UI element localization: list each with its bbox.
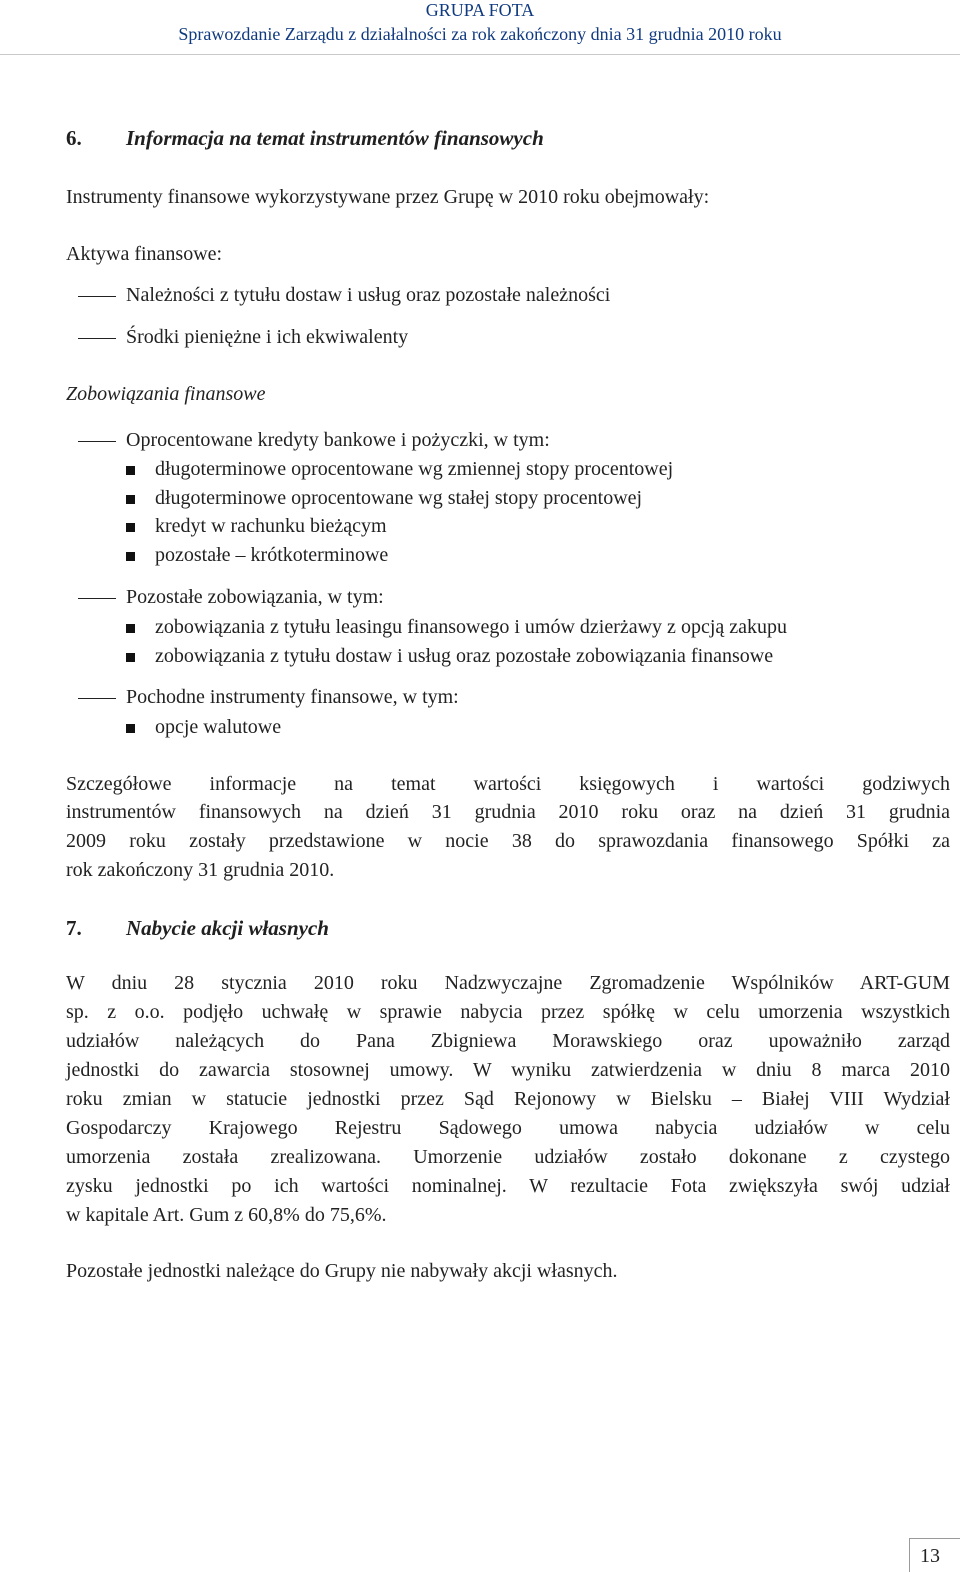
liability-subitem: opcje walutowe bbox=[155, 716, 282, 738]
square-bullet bbox=[126, 653, 135, 662]
liability-group-label: Pozostałe zobowiązania, w tym: bbox=[126, 586, 384, 608]
liability-group-label: Oprocentowane kredyty bankowe i pożyczki, w tym: bbox=[126, 429, 550, 451]
square-bullet bbox=[126, 624, 135, 633]
paragraph-line: 2009 roku zostały przedstawione w nocie 38 do sprawozdania finansowego Spółki za bbox=[66, 830, 950, 852]
asset-item: Należności z tytułu dostaw i usług oraz pozostałe należności bbox=[126, 284, 611, 306]
dash-bullet bbox=[78, 338, 116, 339]
assets-label: Aktywa finansowe: bbox=[66, 243, 223, 265]
section-7-title: Nabycie akcji własnych bbox=[126, 916, 329, 940]
paragraph-line: Gospodarczy Krajowego Rejestru Sądowego umowa nabycia udziałów w celu bbox=[66, 1117, 950, 1139]
paragraph-line: jednostki do zawarcia stosownej umowy. W wyniku zatwierdzenia w dniu 8 marca 2010 bbox=[66, 1059, 950, 1081]
paragraph-line: umorzenia została zrealizowana. Umorzenie udziałów zostało dokonane z czystego bbox=[66, 1146, 950, 1168]
liabilities-label: Zobowiązania finansowe bbox=[66, 383, 266, 405]
paragraph-line: sp. z o.o. podjęło uchwałę w sprawie nabycia przez spółkę w celu umorzenia wszystkich bbox=[66, 1001, 950, 1023]
section-7-closing: Pozostałe jednostki należące do Grupy nie nabywały akcji własnych. bbox=[66, 1260, 618, 1282]
paragraph-line: roku zmian w statucie jednostki przez Sąd Rejonowy w Bielsku – Białej VIII Wydział bbox=[66, 1088, 950, 1110]
page-number: 13 bbox=[920, 1545, 940, 1567]
square-bullet bbox=[126, 523, 135, 532]
paragraph-line: instrumentów finansowych na dzień 31 grudnia 2010 roku oraz na dzień 31 grudnia bbox=[66, 801, 950, 823]
square-bullet bbox=[126, 552, 135, 561]
dash-bullet bbox=[78, 598, 116, 599]
paragraph-line: udziałów należących do Pana Zbigniewa Morawskiego oraz upoważniło zarząd bbox=[66, 1030, 950, 1052]
liability-group-label: Pochodne instrumenty finansowe, w tym: bbox=[126, 686, 459, 708]
dash-bullet bbox=[78, 441, 116, 442]
square-bullet bbox=[126, 495, 135, 504]
section-6-number: 6. bbox=[66, 126, 82, 150]
dash-bullet bbox=[78, 296, 116, 297]
liability-subitem: zobowiązania z tytułu leasingu finansowego i umów dzierżawy z opcją zakupu bbox=[155, 616, 788, 638]
footer-divider bbox=[909, 1538, 910, 1572]
liability-subitem: długoterminowe oprocentowane wg zmiennej stopy procentowej bbox=[155, 458, 674, 480]
liability-subitem: długoterminowe oprocentowane wg stałej stopy procentowej bbox=[155, 487, 643, 509]
liability-subitem: pozostałe – krótkoterminowe bbox=[155, 544, 389, 566]
liability-subitem: kredyt w rachunku bieżącym bbox=[155, 515, 387, 537]
paragraph-line: Szczegółowe informacje na temat wartości księgowych i wartości godziwych bbox=[66, 773, 950, 795]
paragraph-line: rok zakończony 31 grudnia 2010. bbox=[66, 859, 335, 881]
dash-bullet bbox=[78, 698, 116, 699]
paragraph-line: W dniu 28 stycznia 2010 roku Nadzwyczajne Zgromadzenie Wspólników ART-GUM bbox=[66, 972, 950, 994]
header-company: GRUPA FOTA bbox=[425, 0, 535, 20]
section-7-number: 7. bbox=[66, 916, 82, 940]
square-bullet bbox=[126, 724, 135, 733]
footer-divider bbox=[909, 1538, 960, 1539]
header-divider bbox=[0, 54, 960, 55]
square-bullet bbox=[126, 466, 135, 475]
section-6-title: Informacja na temat instrumentów finansowych bbox=[126, 126, 544, 150]
asset-item: Środki pieniężne i ich ekwiwalenty bbox=[126, 326, 409, 348]
paragraph-line: zysku jednostki po ich wartości nominalnej. W rezultacie Fota zwiększyła swój udział bbox=[66, 1175, 950, 1197]
liability-subitem: zobowiązania z tytułu dostaw i usług oraz pozostałe zobowiązania finansowe bbox=[155, 645, 774, 667]
section-6-intro: Instrumenty finansowe wykorzystywane przez Grupę w 2010 roku obejmowały: bbox=[66, 186, 710, 208]
header-subtitle: Sprawozdanie Zarządu z działalności za rok zakończony dnia 31 grudnia 2010 roku bbox=[178, 24, 782, 44]
paragraph-line: w kapitale Art. Gum z 60,8% do 75,6%. bbox=[66, 1204, 387, 1226]
